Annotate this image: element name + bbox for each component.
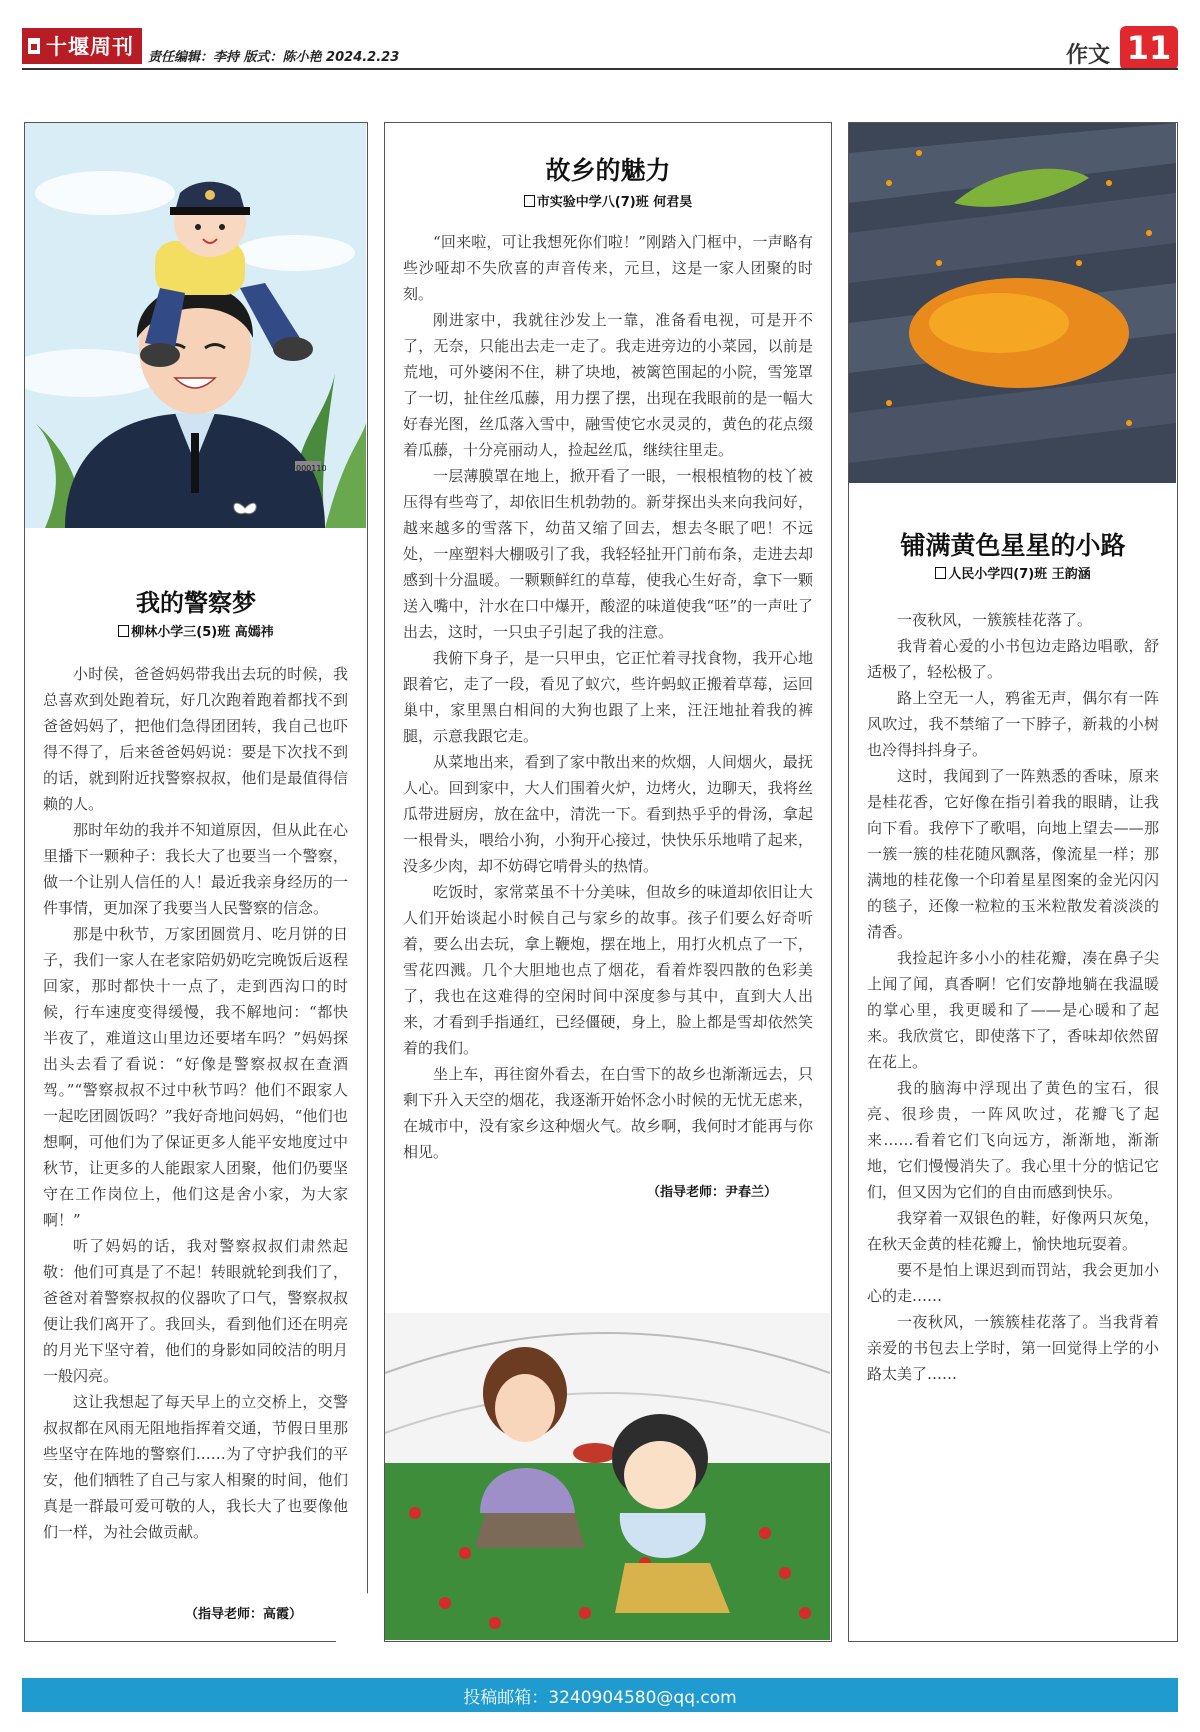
strawberry-illustration (385, 1313, 830, 1640)
masthead-logo (22, 28, 142, 64)
page-number-badge: 11 (1120, 26, 1178, 70)
paragraph: 那时年幼的我并不知道原因，但从此在心里播下一颗种子：我长大了也要当一个警察，做一个让别人信任的人！最近我亲身经历的一件事情，更加深了我要当人民警察的信念。 (43, 821, 348, 917)
article-hometown (384, 122, 832, 1642)
article-police-dream (24, 122, 368, 1642)
paragraph: 那是中秋节，万家团圆赏月、吃月饼的日子，我们一家人在老家陪奶奶吃完晚饭后返程回家，那时都快十一点了，走到西沟口的时候，行车速度变得缓慢，我不解地问：“都快半夜了，难道这山里边还要堵车吗？”妈妈探出头去看了看说：“好像是警察叔叔在查酒驾。”“警察叔叔不过中秋节吗？他们不跟家人一起吃团圆饭吗？”我好奇地问妈妈，“他们也想啊，可他们为了保证更多人能平安地度过中秋节，让更多的人能跟家人团聚，他们仍要坚守在工作岗位上，他们这是舍小家，为大家啊！” (43, 925, 348, 1229)
masthead-title: 十堰周刊 (46, 35, 134, 59)
byline-box-icon (524, 195, 535, 207)
article-byline (25, 621, 367, 640)
editor-credit: 责任编辑：李持 版式：陈小艳 2024.2.23 (148, 50, 400, 65)
paragraph: 路上空无一人，鸦雀无声，偶尔有一阵风吹过，我不禁缩了一下脖子，新栽的小树也冷得抖抖身子。 (867, 689, 1159, 759)
footer-contribution-bar (22, 1678, 1178, 1712)
article-title: 故乡的魅力 (545, 156, 671, 185)
paragraph: 吃饭时，家常菜虽不十分美味，但故乡的味道却依旧让大人们开始谈起小时候自己与家乡的故事。孩子们要么好奇听着，要么出去玩，拿上鞭炮，摆在地上，用打火机点了一下，雪花四溅。几个大胆地也点了烟花，看着炸裂四散的色彩美了，我也在这难得的空闲时间中深度参与其中，直到大人出来，才看到手指通红，已经僵硬，身上，脸上都是雪却依然笑着的我们。 (403, 883, 813, 1057)
article-body (43, 661, 348, 1545)
byline-box-icon (935, 567, 946, 579)
article-title: 我的警察梦 (136, 588, 256, 617)
paragraph: 我穿着一双银色的鞋，好像两只灰兔，在秋天金黄的桂花瓣上，愉快地玩耍着。 (867, 1209, 1159, 1253)
article-title: 铺满黄色星星的小路 (900, 531, 1126, 560)
paragraph: 要不是怕上课迟到而罚站，我会更加小心的走…… (867, 1261, 1159, 1305)
paragraph: 一层薄膜罩在地上，掀开看了一眼，一根根植物的枝丫被压得有些弯了，却依旧生机勃勃的。新芽探出头来向我问好，越来越多的雪落下，幼苗又缩了回去，想去冬眠了吧！不远处，一座塑料大棚吸引了我，我轻轻扯开门前布条，走进去却感到十分温暖。一颗颗鲜红的草莓，使我心生好奇，拿下一颗送入嘴中，汁水在口中爆开，酸涩的味道使我“呸”的一声吐了出去，这时，一只虫子引起了我的注意。 (403, 467, 813, 641)
paragraph: 一夜秋风，一簇簇桂花落了。 (897, 611, 1093, 629)
paragraph: 刚进家中，我就往沙发上一靠，准备看电视，可是开不了，无奈，只能出去走一走了。我走进旁边的小菜园，以前是荒地，可外婆闲不住，耕了块地，被篱笆围起的小院，雪笼罩了一切，扯住丝瓜藤，用力摆了摆，出现在我眼前的是一幅大好春光图，丝瓜落入雪中，融雪使它水灵灵的，黄色的花点缀着瓜藤，十分亮丽动人，捡起丝瓜，继续往里走。 (403, 311, 813, 459)
paragraph: 这让我想起了每天早上的立交桥上，交警叔叔都在风雨无阻地指挥着交通，节假日里那些坚守在阵地的警察们……为了守护我们的平安，他们牺牲了自己与家人相聚的时间，他们真是一群最可爱可敬的人，我长大了也要像他们一样，为社会做贡献。 (43, 1393, 348, 1541)
paragraph: 小时侯，爸爸妈妈带我出去玩的时候，我总喜欢到处跑着玩，好几次跑着跑着都找不到爸爸妈妈了，把他们急得团团转，我自己也吓得不得了，后来爸爸妈妈说：要是下次找不到的话，就到附近找警察叔叔，他们是最值得信赖的人。 (43, 665, 348, 813)
osmanthus-photo (849, 123, 1176, 483)
article-osmanthus (848, 122, 1178, 1642)
section-title: 作文 (1065, 43, 1110, 68)
police-badge-number: 000110 (296, 464, 327, 473)
byline-text: 市实验中学八(7)班 何君昊 (536, 195, 693, 210)
byline-box-icon (118, 625, 129, 637)
paragraph: 我俯下身子，是一只甲虫，它正忙着寻找食物，我开心地跟着它，走了一段，看见了蚁穴，些许蚂蚁正搬着草莓，运回巢中，家里黑白相间的大狗也跟了上来，汪汪地扯着我的裤腿，示意我跟它走。 (403, 649, 813, 745)
byline-text: 人民小学四(7)班 王韵涵 (948, 567, 1091, 582)
article-body (867, 607, 1159, 1387)
paragraph: 我捡起许多小小的桂花瓣，凑在鼻子尖上闻了闻，真香啊！它们安静地躺在我温暖的掌心里，我更暖和了——是心暖和了起来。我欣赏它，即使落下了，香味却依然留在花上。 (867, 949, 1159, 1071)
header-divider (22, 68, 1178, 70)
paragraph: 这时，我闻到了一阵熟悉的香味，原来是桂花香，它好像在指引着我的眼睛，让我向下看。我停下了歌唱，向地上望去——那一簇一簇的桂花随风飘落，像流星一样；那满地的桂花像一个印着星星图案的金光闪闪的毯子，还像一粒粒的玉米粒散发着淡淡的清香。 (867, 767, 1159, 941)
police-illustration (25, 123, 366, 528)
paragraph: 我的脑海中浮现出了黄色的宝石，很亮、很珍贵，一阵风吹过，花瓣飞了起来……看着它们飞向远方，渐渐地，渐渐地，它们慢慢消失了。我心里十分的惦记它们，但又因为它们的自由而感到快乐。 (867, 1079, 1159, 1201)
paragraph: 听了妈妈的话，我对警察叔叔们肃然起敬：他们可真是了不起！转眼就轮到我们了，爸爸对着警察叔叔的仪器吹了口气，警察叔叔便让我们离开了。我回头，看到他们还在明亮的月光下坚守着，他们的身影如同皎洁的明月一般闪亮。 (43, 1237, 348, 1385)
calendar-icon (28, 38, 40, 54)
teacher-credit: （指导老师：高霞） (185, 1607, 303, 1622)
article-byline (385, 191, 831, 210)
contribution-email: 投稿邮箱：3240904580@qq.com (463, 1687, 737, 1708)
teacher-credit: （指导老师：尹春兰） (647, 1185, 778, 1200)
paragraph: “回来啦，可让我想死你们啦！”刚踏入门框中，一声略有些沙哑却不失欣喜的声音传来，元旦，这是一家人团聚的时刻。 (403, 233, 813, 303)
paragraph: 一夜秋风，一簇簇桂花落了。当我背着亲爱的书包去上学时，第一回觉得上学的小路太美了…… (867, 1313, 1159, 1383)
article-body (403, 229, 813, 1165)
paragraph: 我背着心爱的小书包边走路边唱歌，舒适极了，轻松极了。 (867, 637, 1159, 681)
article-byline (849, 563, 1177, 582)
paragraph: 从菜地出来，看到了家中散出来的炊烟，人间烟火，最抚人心。回到家中，大人们围着火炉，边烤火，边聊天，我将丝瓜带进厨房，放在盆中，清洗一下。看到热乎乎的骨汤，拿起一根骨头，喂给小狗，小狗开心接过，快快乐乐地啃了起来，没多少肉，却不妨碍它啃骨头的热情。 (403, 753, 813, 875)
byline-text: 柳林小学三(5)班 高嫣祎 (131, 625, 274, 640)
paragraph: 坐上车，再往窗外看去，在白雪下的故乡也渐渐远去，只剩下升入天空的烟花，我逐渐开始怀念小时候的无忧无虑来，在城市中，没有家乡这种烟火气。故乡啊，我何时才能再与你相见。 (403, 1065, 813, 1161)
